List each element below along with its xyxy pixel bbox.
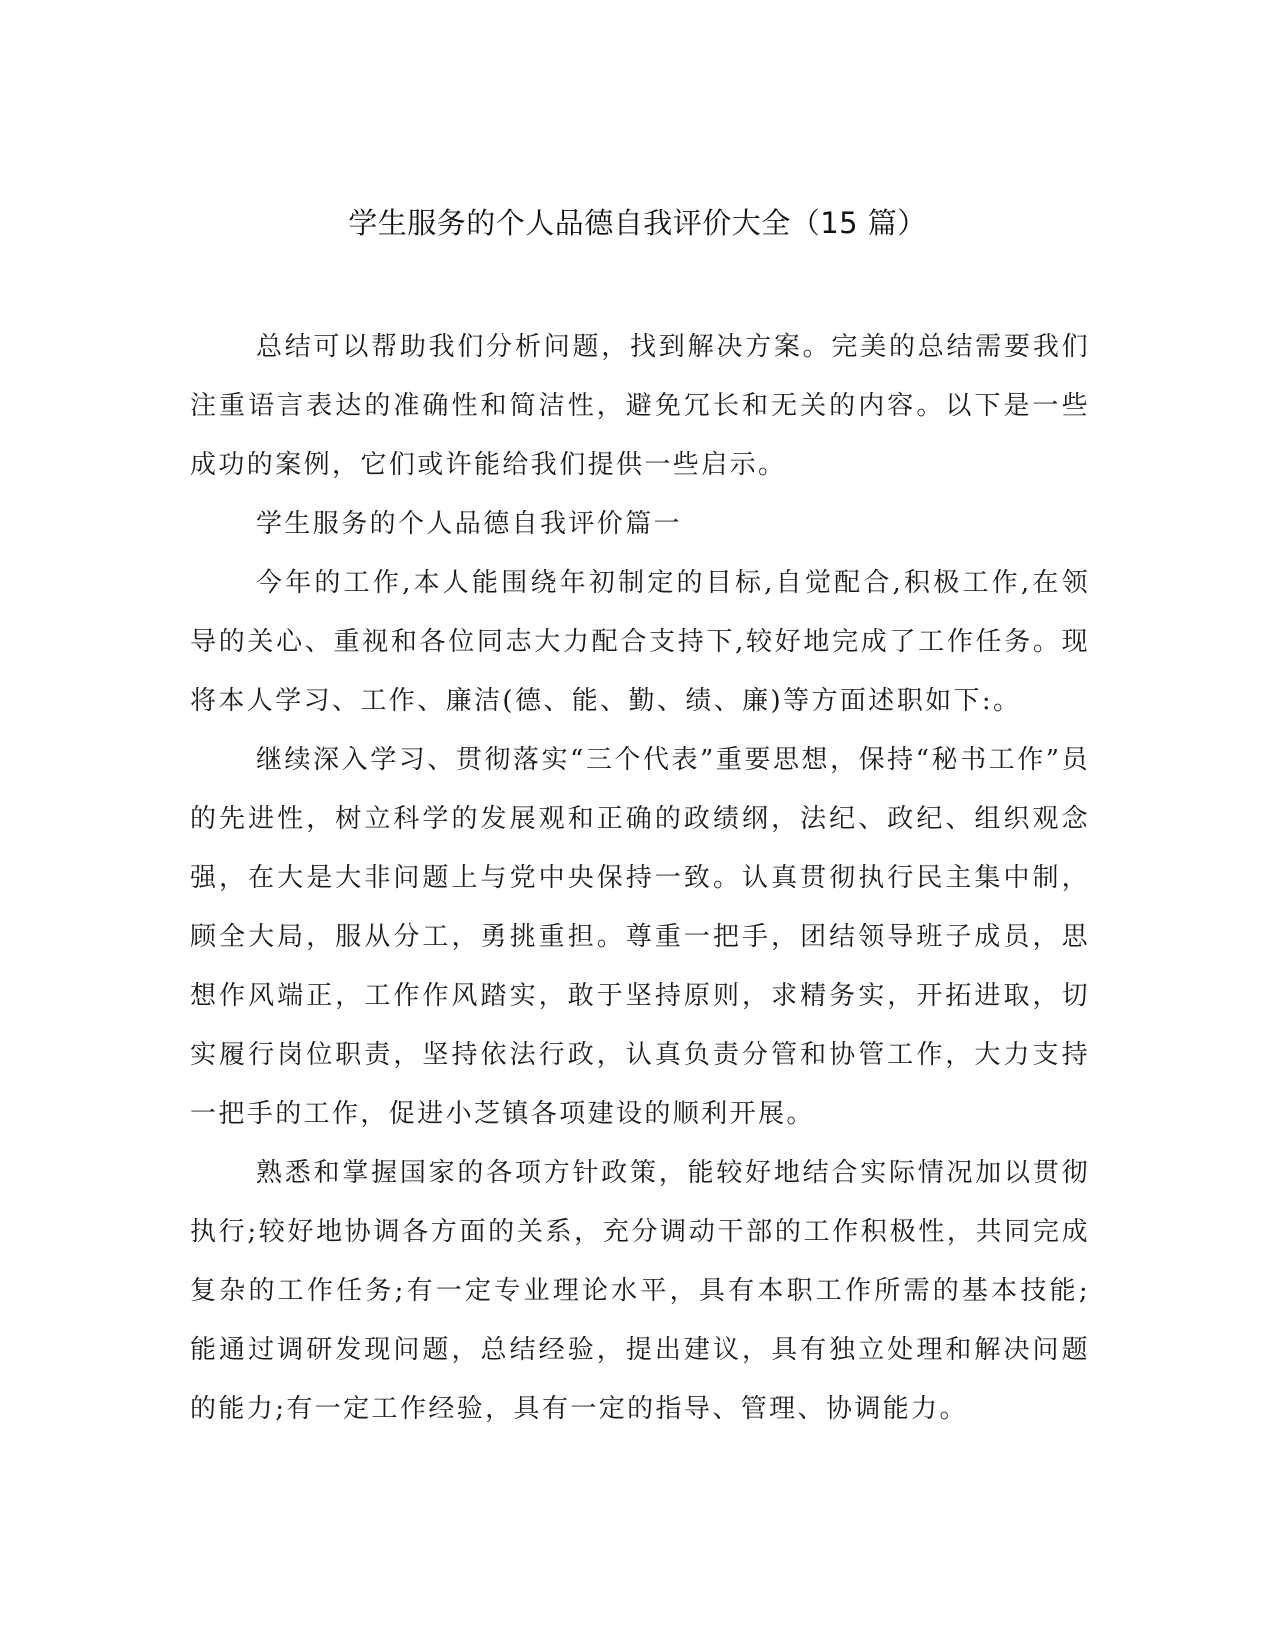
section-heading: 学生服务的个人品德自我评价篇一 (256, 509, 683, 539)
document-title: 学生服务的个人品德自我评价大全（15 篇） (348, 206, 927, 240)
paragraph-intro: 总结可以帮助我们分析问题，找到解决方案。完美的总结需要我们注重语言表达的准确性和简洁性，避免冗长和无关的内容。以下是一些成功的案例，它们或许能给我们提供一些启示。 (190, 332, 1090, 480)
paragraph-work-summary: 今年的工作,本人能围绕年初制定的目标,自觉配合,积极工作,在领导的关心、重视和各位同志大力配合支持下,较好地完成了工作任务。现将本人学习、工作、廉洁(德、能、勤、绩、廉)等方面述职如下:。 (190, 568, 1090, 716)
paragraph-abilities: 熟悉和掌握国家的各项方针政策，能较好地结合实际情况加以贯彻执行;较好地协调各方面的关系，充分调动干部的工作积极性，共同完成复杂的工作任务;有一定专业理论水平，具有本职工作所需的基本技能;能通过调研发现问题，总结经验，提出建议，具有独立处理和解决问题的能力;有一定工作经验，具有一定的指导、管理、协调能力。 (190, 1158, 1090, 1424)
document-body (190, 318, 1090, 1439)
paragraph-political-study: 继续深入学习、贯彻落实“三个代表”重要思想，保持“秘书工作”员的先进性，树立科学的发展观和正确的政绩纲，法纪、政纪、组织观念强，在大是大非问题上与党中央保持一致。认真贯彻执行民主集中制，顾全大局，服从分工，勇挑重担。尊重一把手，团结领导班子成员，思想作风端正，工作作风踏实，敢于坚持原则，求精务实，开拓进取，切实履行岗位职责，坚持依法行政，认真负责分管和协管工作，大力支持一把手的工作，促进小芝镇各项建设的顺利开展。 (190, 745, 1090, 1129)
